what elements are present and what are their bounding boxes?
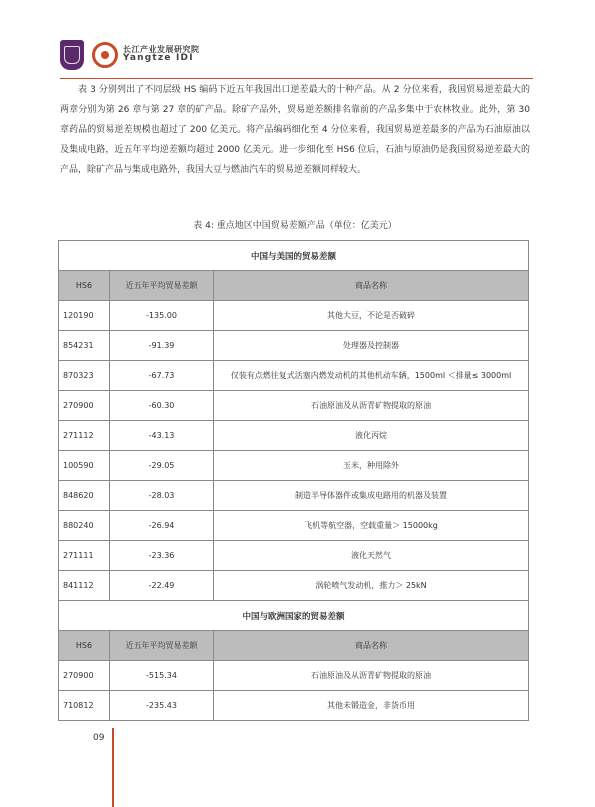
header-hs6: HS6 [59,271,110,301]
cell-hs6: 710812 [59,691,110,721]
cell-product-name: 石油原油及从沥青矿物提取的原油 [214,661,529,691]
header-product-name: 商品名称 [214,271,529,301]
header-avg-balance: 近五年平均贸易差额 [110,631,214,661]
cell-product-name: 石油原油及从沥青矿物提取的原油 [214,391,529,421]
table-row [59,691,529,721]
cell-balance: -28.03 [110,481,214,511]
cell-product-name: 仅装有点燃往复式活塞内燃发动机的其他机动车辆，1500ml ＜排量≤ 3000ml [214,361,529,391]
cell-balance: -60.30 [110,391,214,421]
cell-hs6: 270900 [59,661,110,691]
table-section-title [59,601,529,631]
cell-balance: -43.13 [110,421,214,451]
cell-balance: -135.00 [110,301,214,331]
table-header-row [59,631,529,661]
trade-balance-table [58,240,529,721]
cell-product-name: 其他未锻造金，非货币用 [214,691,529,721]
table-row [59,481,529,511]
table-row [59,511,529,541]
cell-balance: -235.43 [110,691,214,721]
institute-logo-icon [92,42,118,68]
cell-hs6: 100590 [59,451,110,481]
table-row [59,451,529,481]
table-row [59,571,529,601]
table-row [59,421,529,451]
university-seal-icon [60,40,84,70]
cell-product-name: 液化丙烷 [214,421,529,451]
table-header-row [59,271,529,301]
page-number: 09 [93,733,105,743]
cell-hs6: 854231 [59,331,110,361]
cell-hs6: 271111 [59,541,110,571]
header-divider [60,78,533,79]
section-title: 中国与美国的贸易差额 [59,241,529,271]
cell-hs6: 848620 [59,481,110,511]
cell-balance: -91.39 [110,331,214,361]
cell-hs6: 870323 [59,361,110,391]
cell-hs6: 120190 [59,301,110,331]
cell-balance: -515.34 [110,661,214,691]
header-product-name: 商品名称 [214,631,529,661]
table-row [59,661,529,691]
header-hs6: HS6 [59,631,110,661]
cell-product-name: 制造半导体器件或集成电路用的机器及装置 [214,481,529,511]
section-title: 中国与欧洲国家的贸易差额 [59,601,529,631]
cell-balance: -22.49 [110,571,214,601]
cell-balance: -26.94 [110,511,214,541]
cell-product-name: 处理器及控制器 [214,331,529,361]
cell-product-name: 飞机等航空器，空载重量＞ 15000kg [214,511,529,541]
table-row [59,391,529,421]
table-row [59,361,529,391]
page-accent-bar [112,728,114,807]
cell-hs6: 271112 [59,421,110,451]
table-section-title [59,241,529,271]
table-row [59,541,529,571]
header-avg-balance: 近五年平均贸易差额 [110,271,214,301]
body-paragraph: 表 3 分别列出了不同层级 HS 编码下近五年我国出口逆差最大的十种产品。从 2 分位来看，我国贸易逆差最大的两章分别为第 26 章与第 27 章的矿产品。除矿产品外，贸易逆差额排名靠前的产品多集中于农林牧业。此外，第 30 章药品的贸易逆差规模也超过了 200 亿美元。将产品编码细化至 4 分位来看，我国贸易逆差最多的产品为石油原油以及集成电路，近五年平均逆差额均超过 2000 亿美元。进一步细化至 HS6 位后，石油与原油仍是我国贸易逆差最大的产品，除矿产品与集成电路外，我国大豆与燃油汽车的贸易逆差额同样较大。 [60,85,530,175]
cell-product-name: 玉米，种用除外 [214,451,529,481]
brand-name [123,46,200,65]
cell-balance: -23.36 [110,541,214,571]
table-caption: 表 4: 重点地区中国贸易差额产品（单位：亿美元） [193,221,397,231]
table-row [59,301,529,331]
page-header [60,38,200,72]
cell-product-name: 涡轮喷气发动机，推力＞ 25kN [214,571,529,601]
brand-name-cn: 长江产业发展研究院 [123,44,200,54]
brand-name-en: Yangtze IDI [123,53,194,64]
cell-product-name: 其他大豆，不论是否破碎 [214,301,529,331]
cell-product-name: 液化天然气 [214,541,529,571]
cell-hs6: 270900 [59,391,110,421]
cell-balance: -29.05 [110,451,214,481]
cell-balance: -67.73 [110,361,214,391]
cell-hs6: 880240 [59,511,110,541]
cell-hs6: 841112 [59,571,110,601]
table-row [59,331,529,361]
